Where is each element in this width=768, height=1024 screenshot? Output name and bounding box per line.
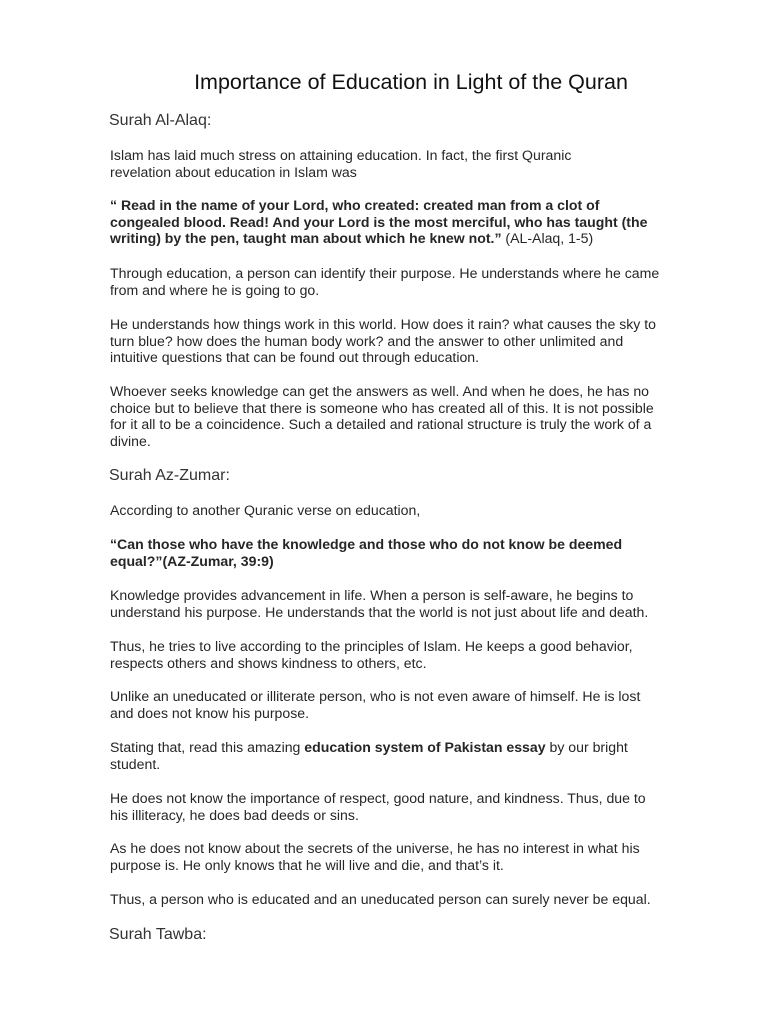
document-title: Importance of Education in Light of the Quran <box>194 70 628 94</box>
quote-citation: (AL-Alaq, 1-5) <box>501 230 594 247</box>
quran-quote-az-zumar: “Can those who have the knowledge and those who do not know be deemed equal?”(AZ-Zumar, 39:9) <box>110 536 623 569</box>
section-heading-al-alaq: Surah Al-Alaq: <box>109 112 212 129</box>
paragraph: Whoever seeks knowledge can get the answers as well. And when he does, he has no choice but to believe that there is someone who has created all of this. It is not possible for it all to be a coincidence. Such a detailed and rational structure is truly the work of a divine. <box>110 383 654 450</box>
paragraph: He understands how things work in this world. How does it rain? what causes the sky to turn blue? how does the human body work? and the answer to other unlimited and intuitive questions that can be found out through education. <box>110 316 657 366</box>
paragraph: He does not know the importance of respect, good nature, and kindness. Thus, due to his illiteracy, he does bad deeds or sins. <box>110 790 646 823</box>
paragraph: Through education, a person can identify their purpose. He understands where he came from and where he is going to go. <box>110 265 660 298</box>
paragraph: As he does not know about the secrets of the universe, he has no interest in what his purpose is. He only knows that he will live and die, and that’s it. <box>110 840 640 873</box>
paragraph: Thus, he tries to live according to the principles of Islam. He keeps a good behavior, respects others and shows kindness to others, etc. <box>110 638 633 671</box>
paragraph: Knowledge provides advancement in life. When a person is self-aware, he begins to understand his purpose. He understands that the world is not just about life and death. <box>110 587 649 620</box>
paragraph: Islam has laid much stress on attaining education. In fact, the first Quranic revelation about education in Islam was <box>110 147 572 180</box>
paragraph: Thus, a person who is educated and an uneducated person can surely never be equal. <box>110 891 651 907</box>
paragraph-with-link: Stating that, read this amazing education system of Pakistan essay by our bright student. <box>110 739 628 772</box>
section-heading-tawba: Surah Tawba: <box>109 926 207 943</box>
quran-quote-al-alaq: “ Read in the name of your Lord, who created: created man from a clot of congealed blood. Read! And your Lord is the most merciful, who has taught (the writing) by the pen, taught man about which he knew not.” (AL-Alaq, 1-5) <box>110 197 648 247</box>
essay-link[interactable]: education system of Pakistan essay <box>304 739 546 755</box>
paragraph: Unlike an uneducated or illiterate person, who is not even aware of himself. He is lost and does not know his purpose. <box>110 688 641 721</box>
section-heading-az-zumar: Surah Az-Zumar: <box>109 467 230 484</box>
paragraph: According to another Quranic verse on education, <box>110 502 421 518</box>
